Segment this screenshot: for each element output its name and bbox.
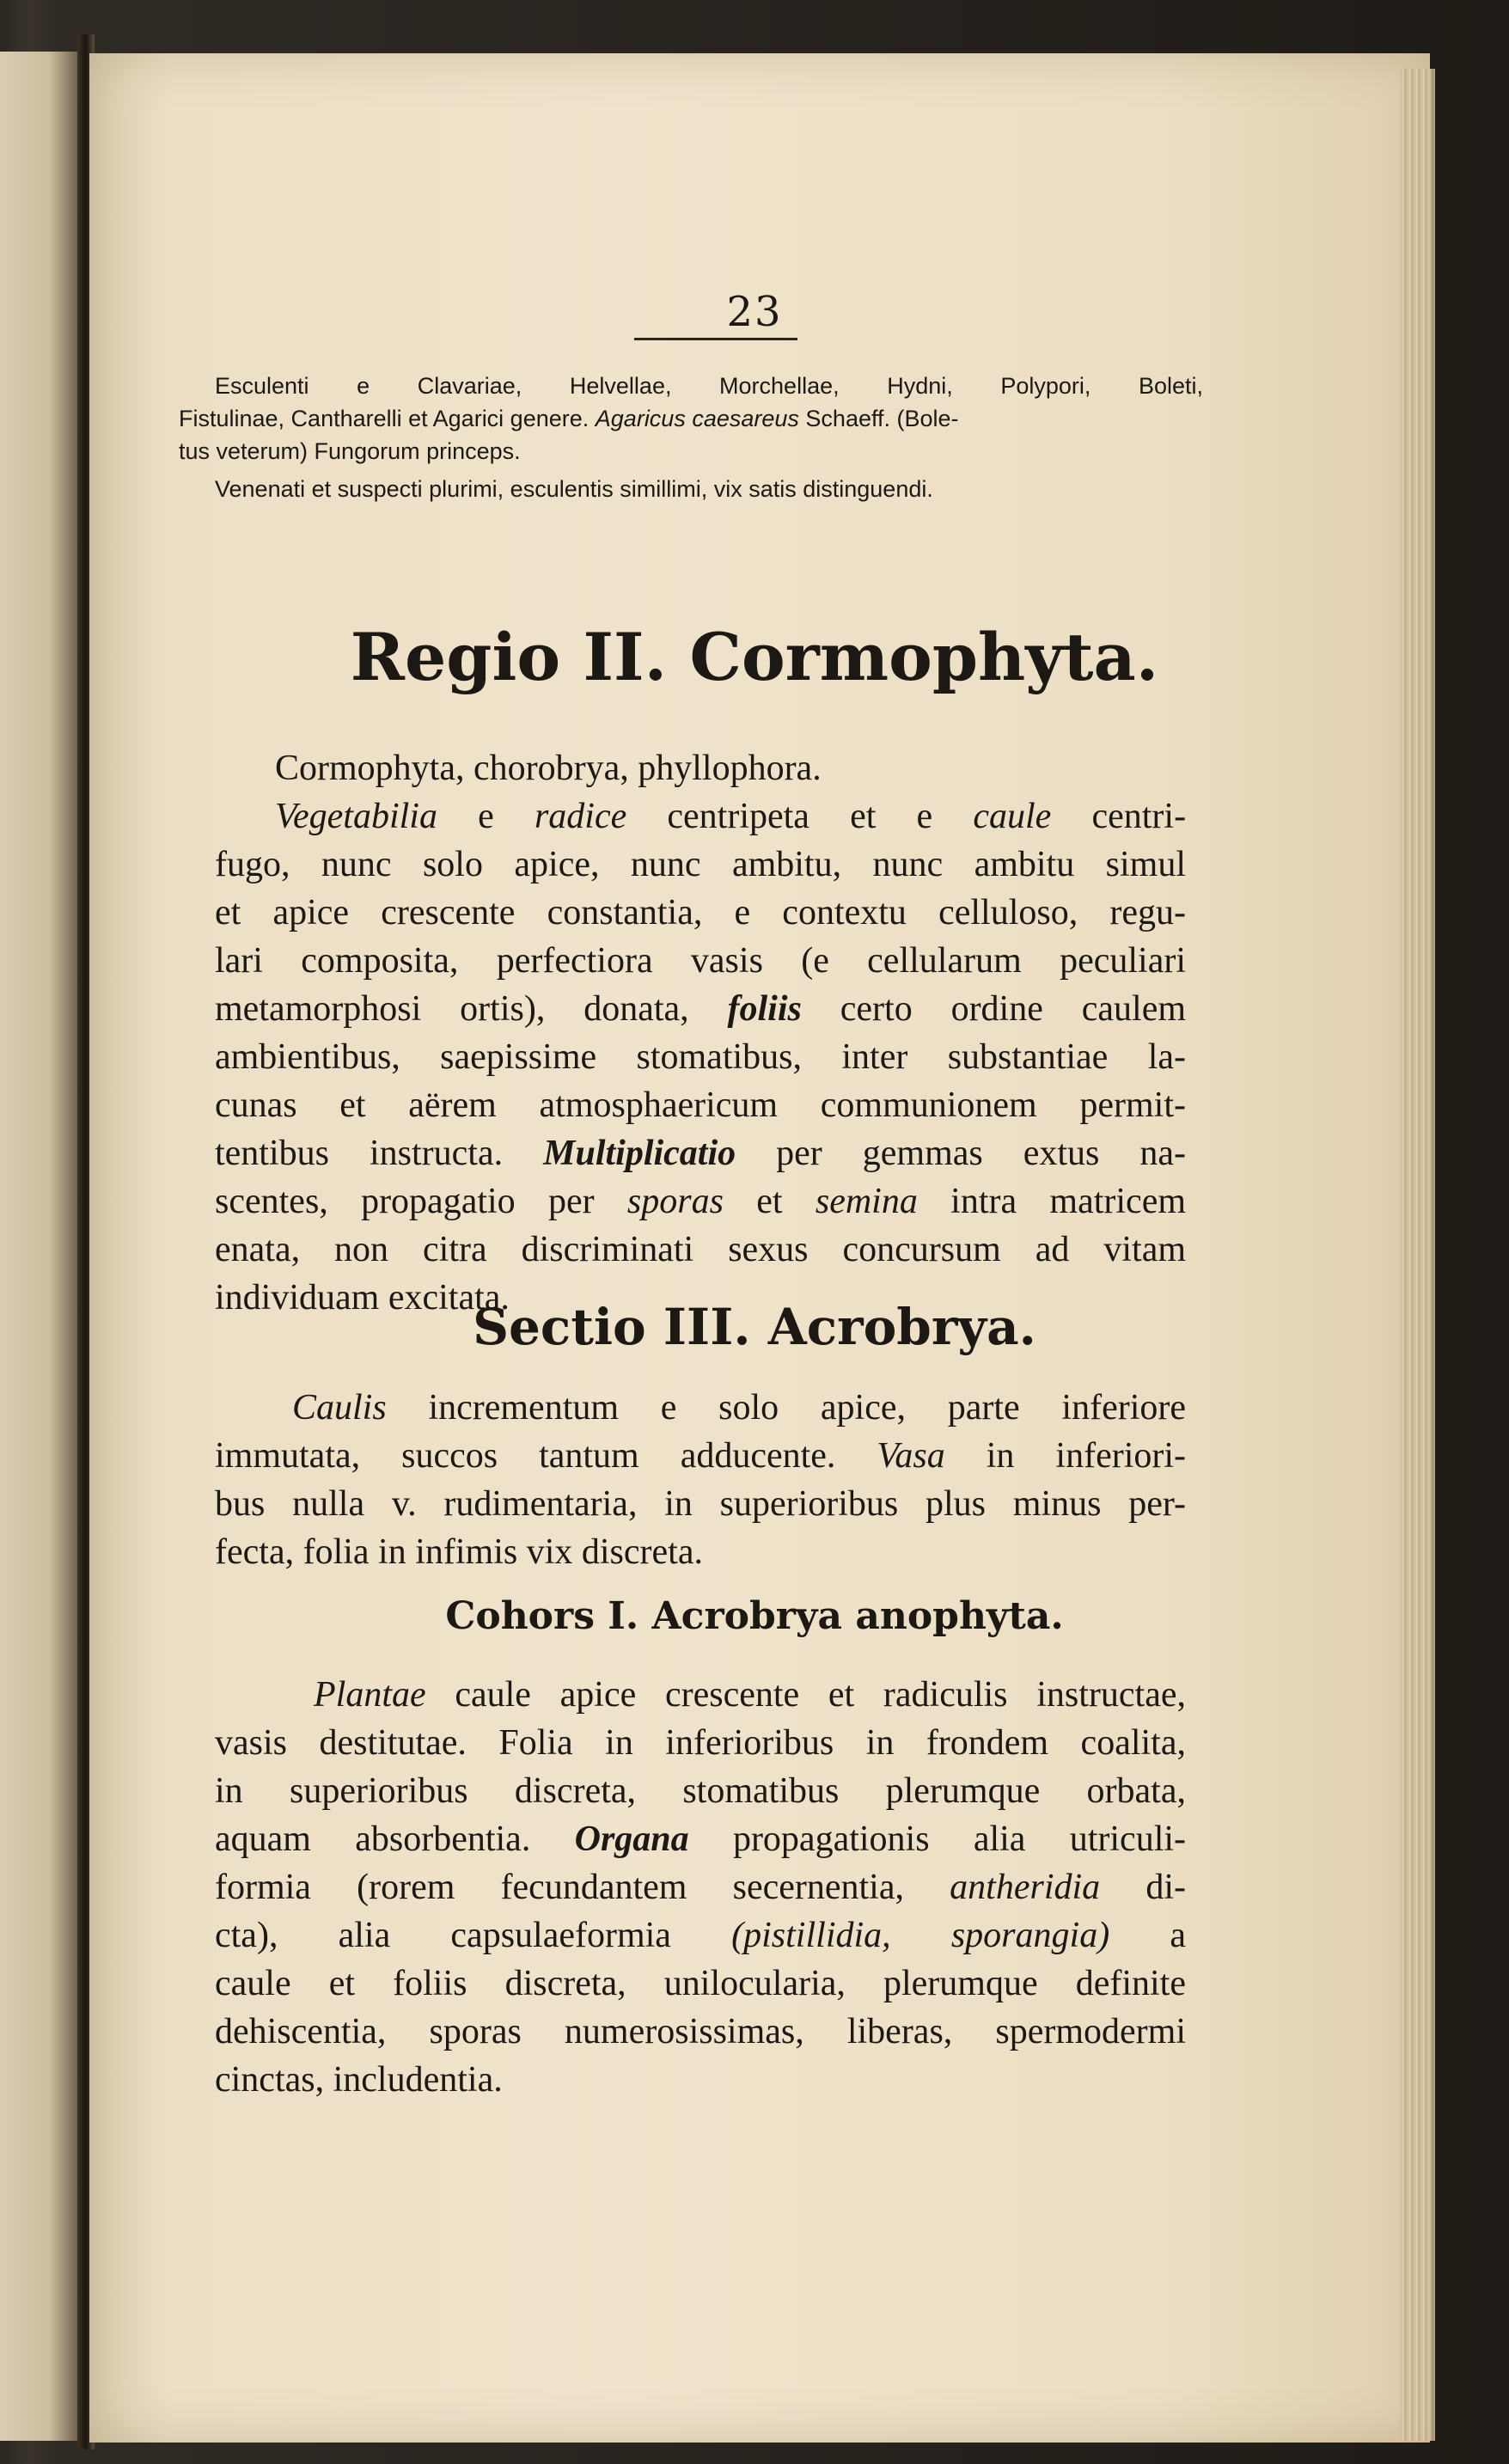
page-number-rule (634, 338, 797, 340)
regio-line-1: Cormophyta, chorobrya, phyllophora. (275, 749, 822, 788)
cohors-line-3: in superioribus discreta, stomatibus plerumque orbata, (215, 1771, 1186, 1811)
note-line-2: Fistulinae, Cantharelli et Agarici genere. Agaricus caesareus Schaeff. (Bole- (179, 406, 959, 431)
sectio-line-4: fecta, folia in infimis vix discreta. (215, 1532, 703, 1572)
regio-line-2: Vegetabilia e radice centripeta et e caule centri- (275, 797, 1187, 836)
cohors-line-4: aquam absorbentia. Organa propagationis alia utriculi- (215, 1819, 1187, 1859)
regio-line-11: enata, non citra discriminati sexus concursum ad vitam (215, 1230, 1186, 1269)
facing-page-edge (0, 52, 82, 2441)
note-line-4: Venenati et suspecti plurimi, esculentis simillimi, vix satis distinguendi. (215, 476, 933, 502)
regio-line-4: et apice crescente constantia, e contextu celluloso, regu- (215, 893, 1186, 932)
sectio-line-1: Caulis incrementum e solo apice, parte inferiore (292, 1388, 1187, 1428)
regio-line-8: cunas et aërem atmosphaericum communionem permit- (215, 1085, 1186, 1125)
page-number: 23 (726, 288, 783, 336)
regio-line-12: individuam excitata. (215, 1278, 510, 1318)
page-stack-edge (1401, 69, 1435, 2441)
regio-line-6: metamorphosi ortis), donata, foliis certo ordine caulem (215, 989, 1186, 1029)
sectio-line-2: immutata, succos tantum adducente. Vasa in inferiori- (215, 1436, 1187, 1476)
regio-line-5: lari composita, perfectiora vasis (e cellularum peculiari (215, 941, 1186, 981)
note-line-1: Esculenti e Clavariae, Helvellae, Morchellae, Hydni, Polypori, Boleti, (215, 373, 1203, 399)
regio-line-9: tentibus instructa. Multiplicatio per gemmas extus na- (215, 1134, 1186, 1173)
cohors-heading: Cohors I. Acrobrya anophyta. (445, 1594, 1064, 1638)
regio-line-3: fugo, nunc solo apice, nunc ambitu, nunc ambitu simul (215, 845, 1186, 884)
cohors-line-6: cta), alia capsulaeformia (pistillidia, sporangia) a (215, 1916, 1187, 1955)
regio-heading: Regio II. Cormophyta. (350, 619, 1159, 695)
regio-line-10: scentes, propagatio per sporas et semina intra matricem (215, 1182, 1187, 1221)
sectio-heading: Sectio III. Acrobrya. (473, 1298, 1036, 1356)
cohors-line-9: cinctas, includentia. (215, 2060, 503, 2100)
regio-line-7: ambientibus, saepissime stomatibus, inter substantiae la- (215, 1037, 1186, 1077)
cohors-line-2: vasis destitutae. Folia in inferioribus in frondem coalita, (215, 1723, 1186, 1763)
sectio-line-3: bus nulla v. rudimentaria, in superioribus plus minus per- (215, 1484, 1186, 1524)
cohors-line-7: caule et foliis discreta, unilocularia, plerumque definite (215, 1964, 1186, 2003)
cohors-line-1: Plantae caule apice crescente et radiculis instructae, (314, 1675, 1187, 1715)
cohors-line-5: formia (rorem fecundantem secernentia, antheridia di- (215, 1868, 1186, 1907)
cohors-line-8: dehiscentia, sporas numerosissimas, liberas, spermodermi (215, 2012, 1186, 2051)
note-line-3: tus veterum) Fungorum princeps. (179, 438, 521, 464)
